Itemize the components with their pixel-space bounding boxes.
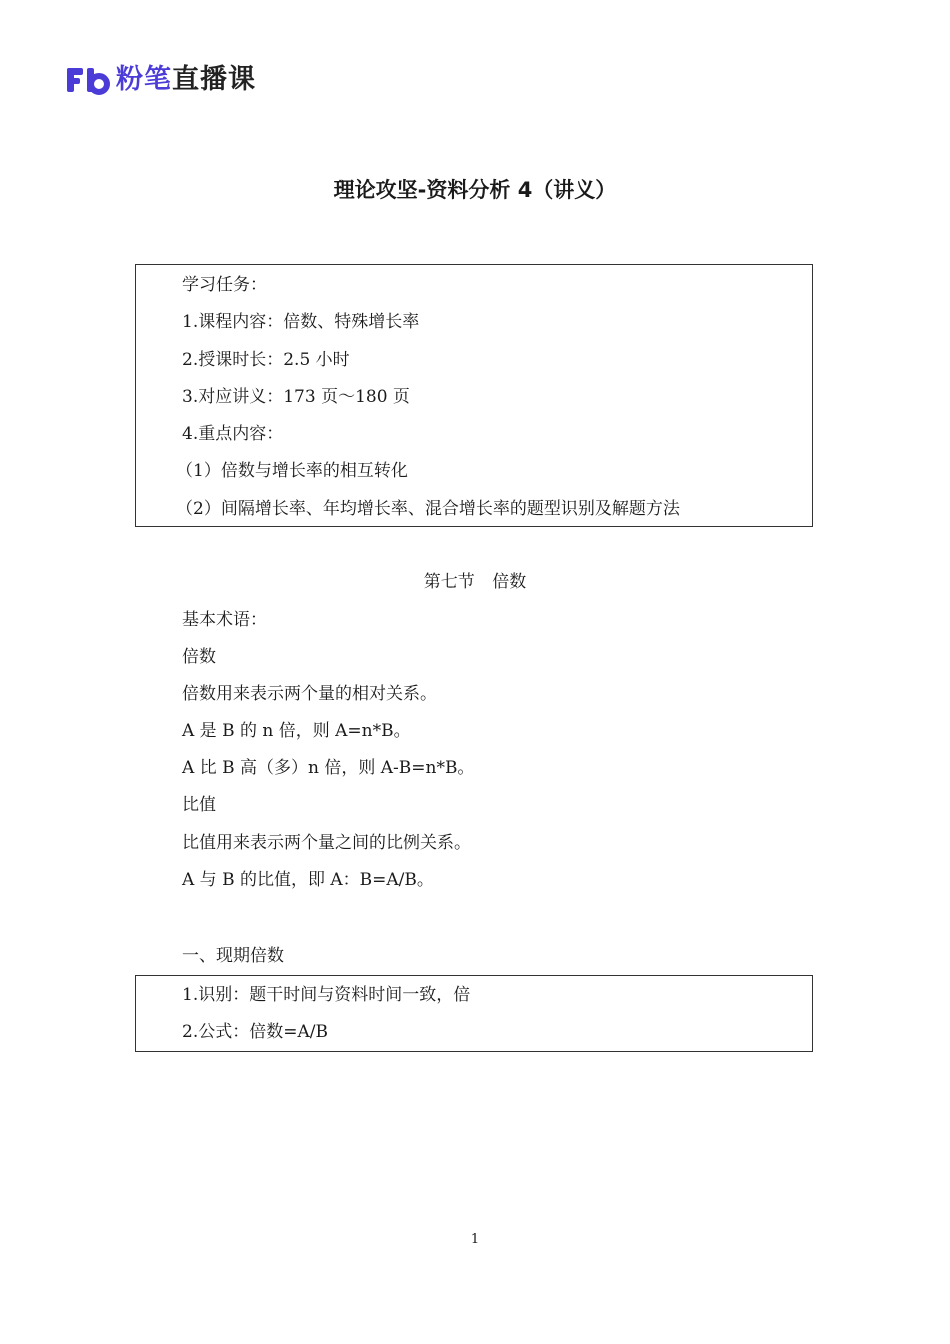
brand-name <box>116 62 256 98</box>
section-body <box>182 602 474 899</box>
task-line: 3.对应讲义：173 页～180 页 <box>182 386 410 407</box>
box-line: 1.识别：题干时间与资料时间一致，倍 <box>182 985 471 1005</box>
body-line: 倍数用来表示两个量的相对关系。 <box>182 684 437 705</box>
body-line: A 与 B 的比值，即 A：B=A/B。 <box>182 869 434 890</box>
task-line: 学习任务： <box>182 275 267 295</box>
subsection-heading: 一、现期倍数 <box>182 946 284 966</box>
task-line: 2.授课时长：2.5 小时 <box>182 349 350 370</box>
body-line: 基本术语： <box>182 610 267 630</box>
product-label: 直播课 <box>172 64 256 95</box>
page-number: 1 <box>470 1232 480 1247</box>
body-line: 倍数 <box>182 647 216 668</box>
task-line: 4.重点内容： <box>182 424 284 445</box>
body-line: 比值 <box>182 795 216 816</box>
brand-logo <box>66 62 256 98</box>
task-line: （2）间隔增长率、年均增长率、混合增长率的题型识别及解题方法 <box>176 498 680 519</box>
body-line: A 比 B 高（多）n 倍，则 A-B=n*B。 <box>182 758 475 779</box>
task-line: 1.课程内容：倍数、特殊增长率 <box>182 312 420 333</box>
box-line: 2.公式：倍数=A/B <box>182 1022 328 1043</box>
task-line: （1）倍数与增长率的相互转化 <box>176 461 408 482</box>
brand-label: 粉笔 <box>116 64 172 95</box>
section-heading: 第七节 倍数 <box>423 572 527 592</box>
body-line: 比值用来表示两个量之间的比例关系。 <box>182 832 471 853</box>
current-multiple-box <box>135 975 813 1052</box>
document-title: 理论攻坚-资料分析 4（讲义） <box>333 178 617 202</box>
body-line: A 是 B 的 n 倍，则 A=n*B。 <box>182 721 411 742</box>
learning-task-box <box>135 264 813 527</box>
fb-logo-icon <box>66 65 110 95</box>
